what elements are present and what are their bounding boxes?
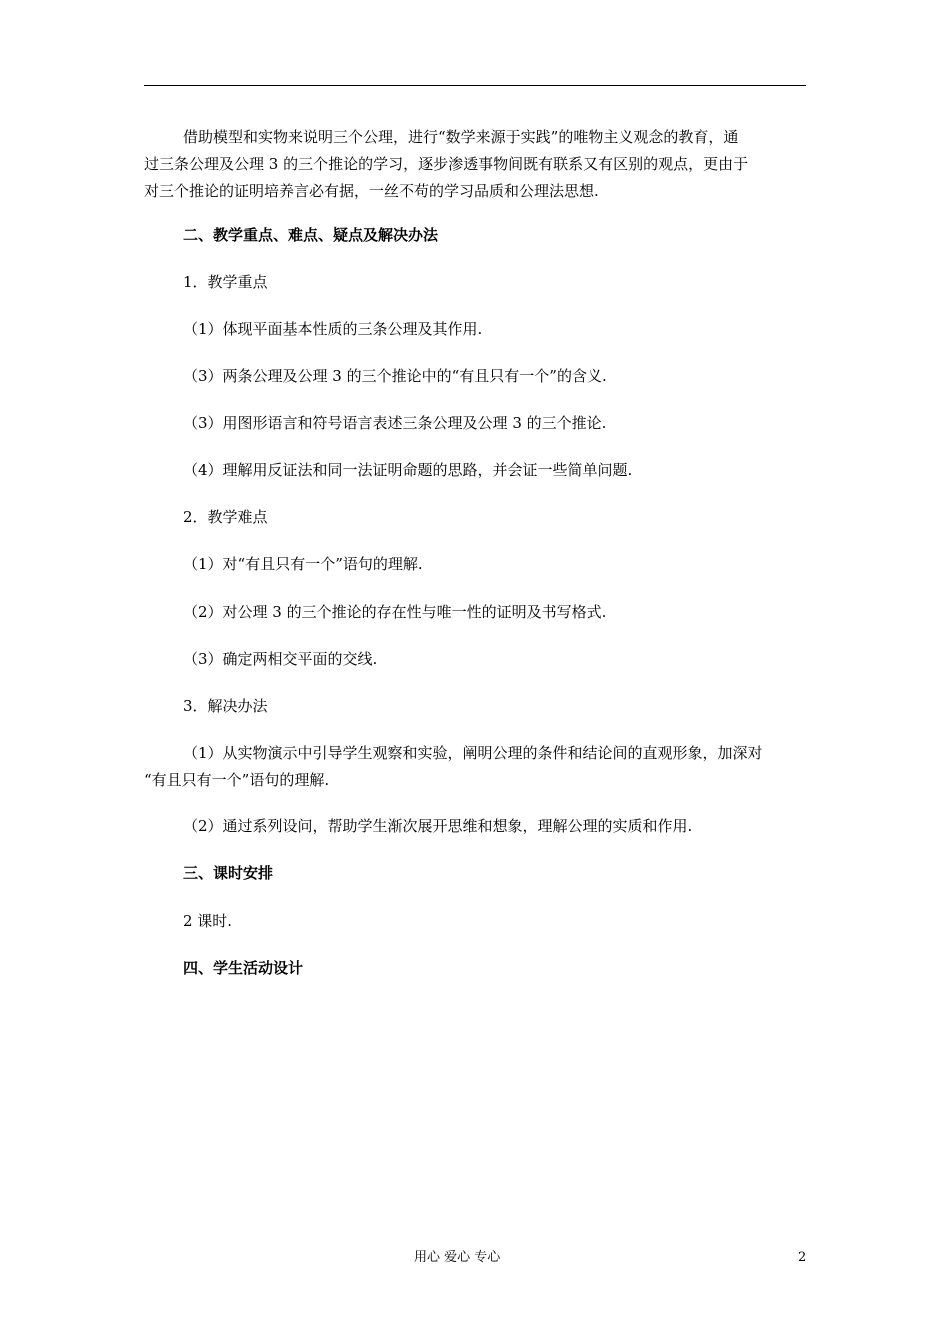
page-number: 2 <box>798 1250 807 1265</box>
intro-line-1: 借助模型和实物来说明三个公理，进行“数学来源于实践”的唯物主义观念的教育，通 <box>183 128 739 146</box>
key-point-item-2: （3）两条公理及公理 3 的三个推论中的“有且只有一个”的含义. <box>183 367 607 385</box>
difficulty-item-1: （1）对“有且只有一个”语句的理解. <box>183 555 423 573</box>
difficulty-item-2: （2）对公理 3 的三个推论的存在性与唯一性的证明及书写格式. <box>183 603 607 621</box>
section-3-text: 2 课时. <box>183 912 233 930</box>
solutions-label: 3．解决办法 <box>183 697 268 715</box>
section-3-heading: 三、课时安排 <box>183 864 274 882</box>
key-point-item-1: （1）体现平面基本性质的三条公理及其作用. <box>183 320 483 338</box>
solution-item-2: （2）通过系列设问，帮助学生渐次展开思维和想象，理解公理的实质和作用. <box>183 817 693 835</box>
solution-item-1-line-1: （1）从实物演示中引导学生观察和实验，阐明公理的条件和结论间的直观形象，加深对 <box>183 744 763 762</box>
intro-line-2: 过三条公理及公理 3 的三个推论的学习，逐步渗透事物间既有联系又有区别的观点，更由于 <box>144 155 749 173</box>
difficulties-label: 2．教学难点 <box>183 508 268 526</box>
section-2-heading: 二、教学重点、难点、疑点及解决办法 <box>183 226 439 244</box>
key-points-label: 1．教学重点 <box>183 273 268 291</box>
solution-item-1-line-2: “有且只有一个”语句的理解. <box>144 771 330 789</box>
section-4-heading: 四、学生活动设计 <box>183 959 304 977</box>
intro-paragraph <box>144 124 806 205</box>
header-rule <box>144 85 806 86</box>
key-point-item-4: （4）理解用反证法和同一法证明命题的思路，并会证一些简单问题. <box>183 461 633 479</box>
difficulty-item-3: （3）确定两相交平面的交线. <box>183 650 378 668</box>
footer-motto: 用心 爱心 专心 <box>414 1250 501 1265</box>
key-point-item-3: （3）用图形语言和符号语言表述三条公理及公理 3 的三个推论. <box>183 414 607 432</box>
solution-item-1 <box>144 740 806 794</box>
intro-line-3: 对三个推论的证明培养言必有据，一丝不苟的学习品质和公理法思想. <box>144 182 599 200</box>
